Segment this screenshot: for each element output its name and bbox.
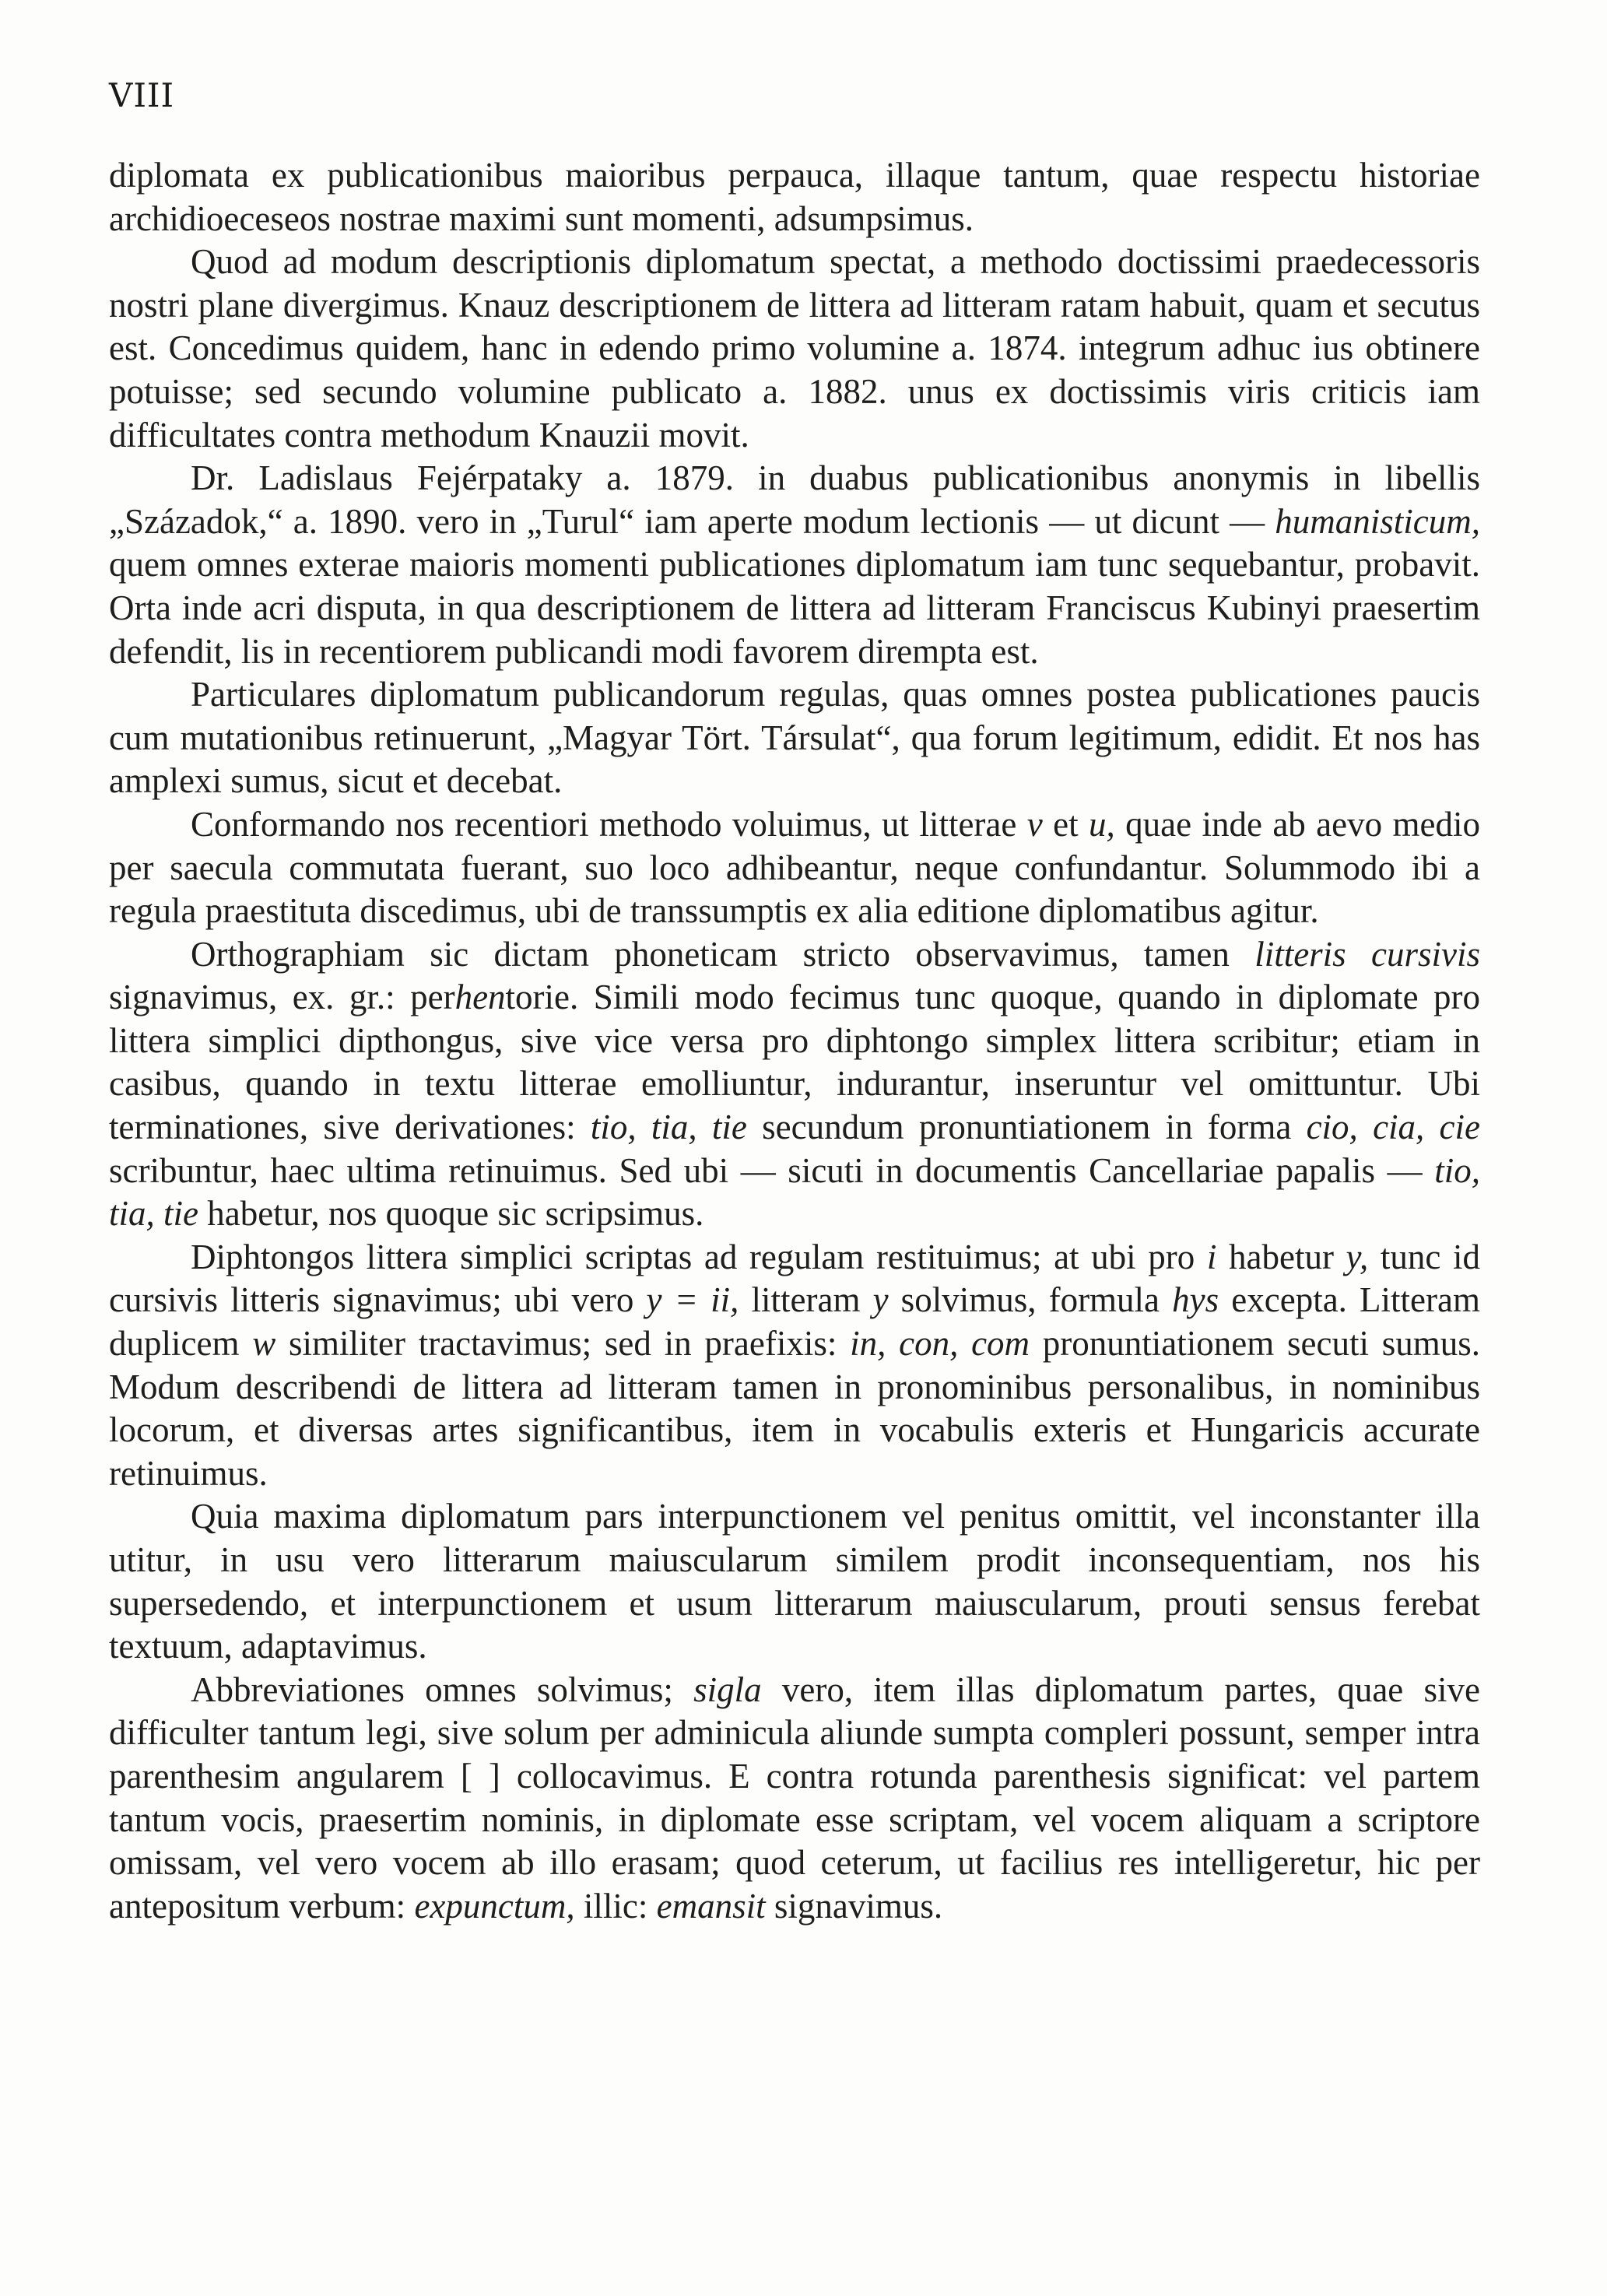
text-run: solvimus, formula bbox=[888, 1280, 1173, 1320]
italic-text: litteris cursivis bbox=[1254, 934, 1481, 974]
text-run: torie. Simili modo fecimus tunc quoque, quando in diplomate pro littera simplici dipthongus, sive vice versa pro diphtongo simplex littera scribitur; etiam in casibus, quando in textu litterae emolliuntur, indurantur, inseruntur vel omittuntur. Ubi terminationes, sive derivationes: bbox=[109, 978, 1480, 1147]
text-run: signavimus. bbox=[765, 1886, 943, 1926]
text-run: Quia maxima diplomatum pars interpunctionem vel penitus omittit, vel inconstanter illa utitur, in usu vero litterarum maiuscularum similem prodit inconsequentiam, nos his supersedendo, et interpunctionem et usum litterarum maiuscularum, prouti sensus ferebat textuum, adaptavimus. bbox=[109, 1497, 1480, 1666]
text-run: vero, item illas diplomatum partes, quae sive difficulter tantum legi, sive solum per adminicula aliunde sumpta compleri possunt, semper intra parenthesim angularem [ ] collocavimus. E contra rotunda parenthesis significat: vel partem tantum vocis, praesertim nominis, in diplomate esse scriptam, vel vocem aliquam a scriptore omissam, vel vero vocem ab illo erasam; quod ceterum, ut facilius res intelligeretur, hic per antepositum verbum: bbox=[109, 1669, 1480, 1926]
text-run: Conformando nos recentiori methodo voluimus, ut litterae bbox=[191, 804, 1027, 844]
text-run: Orthographiam sic dictam phoneticam stricto observavimus, tamen bbox=[191, 934, 1255, 974]
italic-text: emansit bbox=[656, 1886, 766, 1926]
italic-text: humanisticum, bbox=[1275, 501, 1480, 541]
italic-text: in, con, com bbox=[850, 1324, 1030, 1364]
text-run: Quod ad modum descriptionis diplomatum spectat, a methodo doctissimi praedecessoris nostri plane divergimus. Knauz descriptionem de littera ad litteram ratam habuit, quam et secutus est. Concedimus quidem, hanc in edendo primo volumine a. 1874. integrum adhuc ius obtinere potuisse; sed secundo volumine publicato a. 1882. unus ex doctissimis viris criticis iam difficultates contra methodum Knauzii movit. bbox=[109, 242, 1480, 455]
text-run: Particulares diplomatum publicandorum regulas, quas omnes postea publicationes paucis cum mutationibus retinuerunt, „Magyar Tört. Társulat“, qua forum legitimum, edidit. Et nos has amplexi sumus, sicut et decebat. bbox=[109, 675, 1480, 801]
paragraph bbox=[109, 1669, 1480, 1929]
paragraph bbox=[109, 240, 1480, 457]
text-run: excepta. Litteram duplicem bbox=[109, 1280, 1480, 1364]
text-run: quae inde ab aevo medio per saecula commutata fuerant, suo loco adhibeantur, neque confundantur. Solummodo ibi a regula praestituta discedimus, ubi de transsumptis ex alia editione diplomatibus agitur. bbox=[109, 804, 1480, 931]
paragraph bbox=[109, 803, 1480, 933]
text-run: Diphtongos littera simplici scriptas ad regulam restituimus; at ubi pro bbox=[191, 1237, 1207, 1276]
paragraph bbox=[109, 1236, 1480, 1496]
paragraph bbox=[109, 154, 1480, 240]
italic-text: hen bbox=[454, 978, 506, 1017]
italic-text: v bbox=[1026, 804, 1043, 844]
italic-text: y, bbox=[1346, 1237, 1369, 1276]
italic-text: sigla bbox=[693, 1669, 762, 1709]
text-run: signavimus, ex. gr.: per bbox=[109, 978, 455, 1017]
text-run: litteram bbox=[739, 1280, 873, 1320]
page-number: VIII bbox=[109, 76, 175, 114]
paragraph bbox=[109, 933, 1480, 1236]
text-run: diplomata ex publicationibus maioribus perpauca, illaque tantum, quae respectu historiae archidioeceseos nostrae maximi sunt momenti, adsumpsimus. bbox=[109, 156, 1480, 238]
text-run: scribuntur, haec ultima retinuimus. Sed ubi — sicuti in documentis Cancellariae papalis — bbox=[109, 1150, 1435, 1190]
italic-text: cio, cia, cie bbox=[1306, 1108, 1481, 1147]
text-run: secundum pronuntiationem in forma bbox=[746, 1108, 1307, 1147]
text-run: tunc id cursivis litteris signavimus; ubi vero bbox=[109, 1237, 1480, 1320]
italic-text: hys bbox=[1172, 1280, 1219, 1320]
text-run: habetur, nos quoque sic scripsimus. bbox=[198, 1194, 704, 1234]
italic-text: tio, tia, tie bbox=[590, 1108, 747, 1147]
text-run: habetur bbox=[1216, 1237, 1346, 1276]
text-run: et bbox=[1042, 804, 1089, 844]
italic-text: tio, tia, tie bbox=[109, 1150, 1480, 1234]
text-run: illic: bbox=[574, 1886, 657, 1926]
italic-text: expunctum, bbox=[414, 1886, 575, 1926]
body-text bbox=[109, 154, 1480, 1928]
text-run: quem omnes exterae maioris momenti publicationes diplomatum iam tunc sequebantur, probavit. Orta inde acri disputa, in qua descriptionem de littera ad litteram Franciscus Kubinyi praesertim defendit, lis in recentiorem publicandi modi favorem dirempta est. bbox=[109, 545, 1480, 671]
italic-text: y bbox=[872, 1280, 889, 1320]
paragraph bbox=[109, 1495, 1480, 1668]
paragraph bbox=[109, 673, 1480, 803]
italic-text: u, bbox=[1088, 804, 1115, 844]
italic-text: y = ii, bbox=[646, 1280, 739, 1320]
text-run: Dr. Ladislaus Fejérpataky a. 1879. in duabus publicationibus anonymis in libellis „Századok,“ a. 1890. vero in „Turul“ iam aperte modum lectionis — ut dicunt — bbox=[109, 458, 1480, 541]
italic-text: w bbox=[252, 1324, 276, 1364]
italic-text: i bbox=[1206, 1237, 1217, 1276]
text-run: pronuntiationem secuti sumus. Modum describendi de littera ad litteram tamen in pronominibus personalibus, in nominibus locorum, et diversas artes significantibus, item in vocabulis exteris et Hungaricis accurate retinuimus. bbox=[109, 1324, 1480, 1493]
text-run: similiter tractavimus; sed in praefixis: bbox=[275, 1324, 851, 1364]
paragraph bbox=[109, 457, 1480, 673]
text-run: Abbreviationes omnes solvimus; bbox=[191, 1669, 694, 1709]
